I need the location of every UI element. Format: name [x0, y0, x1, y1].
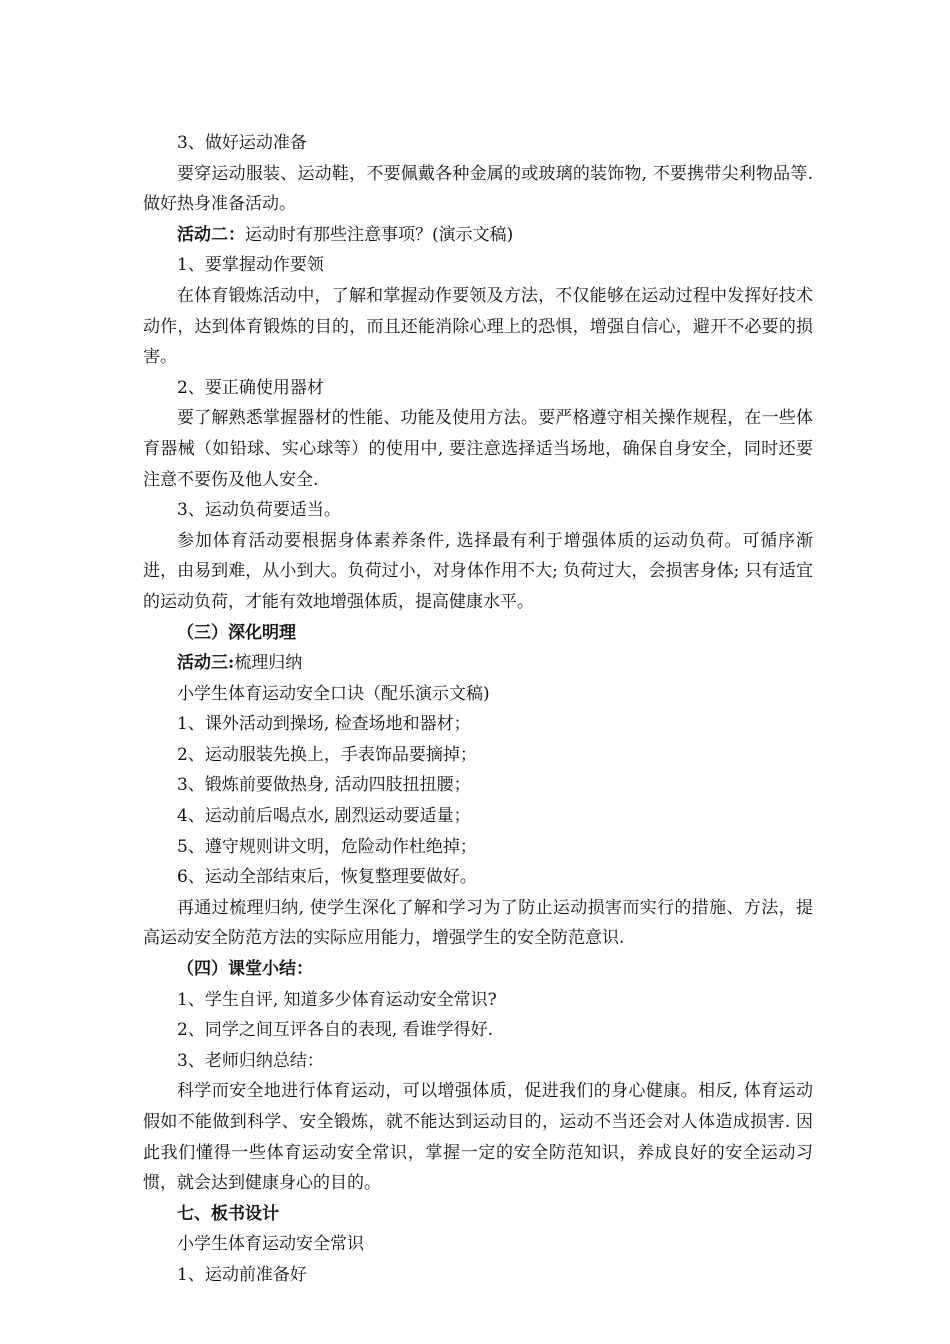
summary-point-1: 1、学生自评, 知道多少体育运动安全常识?	[177, 989, 497, 1010]
paragraph-board-title: 小学生体育运动安全常识	[177, 1234, 364, 1255]
paragraph-prep-heading: 3、做好运动准备	[177, 133, 307, 153]
paragraph-point-3-body: 参加体育活动要根据身体素养条件, 选择最有利于增强体质的运动负荷。可循序渐进，由易到难，从小到大。负荷过小，对身体作用不大; 负荷过大，会损害身体; 只有适宜的运动负荷，才能有效地增强体质，提高健康水平。	[143, 530, 813, 612]
paragraph-rhyme-title: 小学生体育运动安全口诀（配乐演示文稿)	[177, 683, 490, 704]
paragraph-point-1: 1、要掌握动作要领	[177, 255, 324, 276]
rhyme-line-2: 2、运动服装先换上，手表饰品要摘掉；	[177, 744, 477, 765]
rhyme-line-4: 4、运动前后喝点水, 剧烈运动要适量；	[177, 806, 471, 827]
paragraph-prep-body: 要穿运动服装、运动鞋，不要佩戴各种金属的或玻璃的装饰物, 不要携带尖利物品等. 做好热身准备活动。	[143, 163, 813, 215]
paragraph-board-point-1: 1、运动前准备好	[177, 1264, 307, 1285]
paragraph-conclusion: 科学而安全地进行体育运动，可以增强体质，促进我们的身心健康。相反, 体育运动假如不能做到科学、安全锻炼，就不能达到运动目的，运动不当还会对人体造成损害. 因此我们懂得一些体育运动安全常识，掌握一定的安全防范知识，养成良好的安全运动习惯，就会达到健康身心的目的。	[143, 1081, 813, 1194]
paragraph-activity-two: 活动二：运动时有那些注意事项？(演示文稿)	[177, 224, 514, 245]
summary-point-2: 2、同学之间互评各自的表现, 看谁学得好.	[177, 1020, 494, 1041]
section-heading-four: （四）课堂小结：	[177, 959, 313, 980]
activity-two-label: 活动二：	[177, 224, 245, 245]
rhyme-line-1: 1、课外活动到操场, 检查场地和器材；	[177, 714, 471, 735]
section-heading-seven: 七、板书设计	[177, 1203, 279, 1224]
activity-three-label: 活动三:	[177, 653, 235, 674]
paragraph-point-2: 2、要正确使用器材	[177, 377, 324, 398]
rhyme-line-5: 5、遵守规则讲文明，危险动作杜绝掉；	[177, 836, 477, 857]
paragraph-activity-three: 活动三:梳理归纳	[177, 653, 303, 674]
paragraph-point-2-body: 要了解熟悉掌握器材的性能、功能及使用方法。要严格遵守相关操作规程，在一些体育器械（如铅球、实心球等）的使用中, 要注意选择适当场地，确保自身安全，同时还要注意不要伤及他人安全.	[143, 408, 813, 490]
paragraph-point-1-body: 在体育锻炼活动中，了解和掌握动作要领及方法，不仅能够在运动过程中发挥好技术动作，达到体育锻炼的目的，而且还能消除心理上的恐惧，增强自信心，避开不必要的损害。	[143, 285, 813, 368]
summary-point-3: 3、老师归纳总结：	[177, 1050, 324, 1071]
document-body	[143, 128, 813, 1291]
paragraph-summary-body: 再通过梳理归纳, 使学生深化了解和学习为了防止运动损害而实行的措施、方法，提高运动安全防范方法的实际应用能力，增强学生的安全防范意识.	[143, 897, 813, 949]
rhyme-line-6: 6、运动全部结束后，恢复整理要做好。	[177, 867, 477, 888]
paragraph-point-3: 3、运动负荷要适当。	[177, 500, 341, 521]
section-heading-three: （三）深化明理	[177, 622, 296, 643]
rhyme-line-3: 3、锻炼前要做热身, 活动四肢扭扭腰；	[177, 775, 471, 796]
